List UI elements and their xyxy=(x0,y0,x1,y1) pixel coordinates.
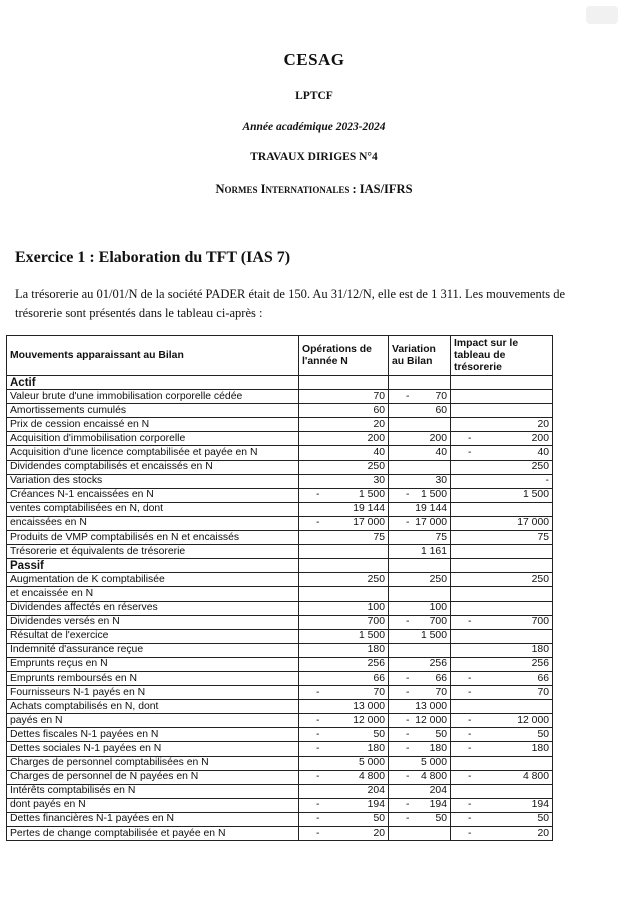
variation-cell xyxy=(389,756,451,770)
operations-cell xyxy=(299,587,389,601)
cell-value: 250 xyxy=(531,461,549,473)
negative-sign: - xyxy=(468,672,472,684)
cell-value: 1 161 xyxy=(420,545,447,557)
impact-cell xyxy=(451,601,553,615)
cell-value: 200 xyxy=(531,432,549,444)
cell-value: 50 xyxy=(537,728,549,740)
variation-cell xyxy=(389,460,451,474)
col-header-variation: Variation au Bilan xyxy=(389,336,451,376)
impact-cell xyxy=(451,432,553,446)
cell-value: 1 500 xyxy=(420,489,447,501)
cell-value: 250 xyxy=(367,573,385,585)
operations-cell xyxy=(299,643,389,657)
operations-cell xyxy=(299,404,389,418)
variation-cell xyxy=(389,671,451,685)
cell-value: 13 000 xyxy=(415,700,447,712)
subject-title: Normes Internationales : IAS/IFRS xyxy=(215,182,413,196)
cell-value: 1 500 xyxy=(358,630,385,642)
variation-cell xyxy=(389,587,451,601)
variation-cell xyxy=(389,629,451,643)
cell-value: 20 xyxy=(537,827,549,839)
negative-sign: - xyxy=(468,728,472,740)
impact-cell xyxy=(451,671,553,685)
variation-cell xyxy=(389,728,451,742)
variation-cell xyxy=(389,545,451,559)
cell-value: 60 xyxy=(435,404,447,416)
row-label: Fournisseurs N-1 payés en N xyxy=(7,686,299,700)
table-row xyxy=(7,516,553,530)
row-label: Acquisition d'une licence comptabilisée et payée en N xyxy=(7,446,299,460)
row-label: Variation des stocks xyxy=(7,474,299,488)
operations-cell xyxy=(299,700,389,714)
negative-sign: - xyxy=(316,714,320,726)
cell-value: 50 xyxy=(435,813,447,825)
table-row xyxy=(7,460,553,474)
table-row xyxy=(7,502,553,516)
academic-year: Année académique 2023-2024 xyxy=(242,121,386,133)
cell-value: 200 xyxy=(429,432,447,444)
table-row xyxy=(7,404,553,418)
impact-cell xyxy=(451,657,553,671)
impact-cell xyxy=(451,502,553,516)
negative-sign: - xyxy=(406,813,410,825)
table-row xyxy=(7,432,553,446)
row-label: dont payés en N xyxy=(7,798,299,812)
program-name: LPTCF xyxy=(295,90,333,102)
cell-value: 17 000 xyxy=(415,517,447,529)
negative-sign: - xyxy=(316,799,320,811)
table-row xyxy=(7,756,553,770)
cell-value: 50 xyxy=(435,728,447,740)
cell-value: 66 xyxy=(537,672,549,684)
operations-cell xyxy=(299,714,389,728)
col-header-impact: Impact sur le tableau de trésorerie xyxy=(451,336,553,376)
cell-value: 12 000 xyxy=(517,714,549,726)
operations-cell xyxy=(299,742,389,756)
table-row xyxy=(7,671,553,685)
variation-cell xyxy=(389,686,451,700)
impact-cell xyxy=(451,418,553,432)
variation-cell xyxy=(389,531,451,545)
cell-value: 180 xyxy=(367,644,385,656)
table-row xyxy=(7,531,553,545)
row-label: Dettes financières N-1 payées en N xyxy=(7,812,299,826)
cell-value: 40 xyxy=(373,447,385,459)
cash-flow-table xyxy=(6,335,553,841)
operations-cell xyxy=(299,488,389,502)
school-name: CESAG xyxy=(283,50,345,69)
cell-value: 204 xyxy=(367,785,385,797)
operations-cell xyxy=(299,432,389,446)
negative-sign: - xyxy=(406,672,410,684)
operations-cell xyxy=(299,474,389,488)
operations-cell xyxy=(299,516,389,530)
table-row xyxy=(7,446,553,460)
variation-cell xyxy=(389,812,451,826)
cell-value: 1 500 xyxy=(420,630,447,642)
impact-cell xyxy=(451,474,553,488)
operations-cell xyxy=(299,728,389,742)
section-row xyxy=(7,559,553,573)
section-label: Actif xyxy=(7,376,299,390)
negative-sign: - xyxy=(316,742,320,754)
negative-sign: - xyxy=(316,686,320,698)
table-row xyxy=(7,545,553,559)
row-label: encaissées en N xyxy=(7,516,299,530)
negative-sign: - xyxy=(406,616,410,628)
variation-cell xyxy=(389,827,451,841)
cell-value: 60 xyxy=(373,404,385,416)
cell-value: 17 000 xyxy=(517,517,549,529)
negative-sign: - xyxy=(406,517,410,529)
impact-cell xyxy=(451,827,553,841)
cell-value: 75 xyxy=(373,531,385,543)
operations-cell xyxy=(299,827,389,841)
negative-sign: - xyxy=(468,714,472,726)
row-label: Dividendes versés en N xyxy=(7,615,299,629)
table-row xyxy=(7,812,553,826)
exercise-title: Exercice 1 : Elaboration du TFT (IAS 7) xyxy=(15,249,291,266)
variation-cell xyxy=(389,573,451,587)
row-label: Acquisition d'immobilisation corporelle xyxy=(7,432,299,446)
impact-cell xyxy=(451,629,553,643)
corner-watermark xyxy=(586,6,618,24)
impact-cell xyxy=(451,812,553,826)
impact-cell xyxy=(451,545,553,559)
row-label: Pertes de change comptabilisée et payée en N xyxy=(7,827,299,841)
empty-cell xyxy=(451,559,553,573)
table-row xyxy=(7,615,553,629)
cell-value: 180 xyxy=(531,644,549,656)
cell-value: 30 xyxy=(373,475,385,487)
operations-cell xyxy=(299,615,389,629)
variation-cell xyxy=(389,516,451,530)
variation-cell xyxy=(389,432,451,446)
cell-value: 40 xyxy=(435,447,447,459)
negative-sign: - xyxy=(406,686,410,698)
cell-value: 12 000 xyxy=(353,714,385,726)
row-label: Produits de VMP comptabilisés en N et encaissés xyxy=(7,531,299,545)
table-row xyxy=(7,714,553,728)
variation-cell xyxy=(389,615,451,629)
variation-cell xyxy=(389,643,451,657)
cell-value: 700 xyxy=(429,616,447,628)
table-row xyxy=(7,770,553,784)
operations-cell xyxy=(299,629,389,643)
operations-cell xyxy=(299,784,389,798)
exercise-intro: La trésorerie au 01/01/N de la société PADER était de 150. Au 31/12/N, elle est de 1 311. Les mouvements de trésorerie sont présentés dans le tableau ci-après : xyxy=(15,287,565,320)
impact-cell xyxy=(451,756,553,770)
cell-value: 250 xyxy=(367,461,385,473)
cell-value: 20 xyxy=(373,418,385,430)
empty-cell xyxy=(299,376,389,390)
cell-value: 4 800 xyxy=(522,771,549,783)
table-row xyxy=(7,601,553,615)
variation-cell xyxy=(389,784,451,798)
negative-sign: - xyxy=(316,827,320,839)
cell-value: 50 xyxy=(537,813,549,825)
table-row xyxy=(7,728,553,742)
cell-value: 700 xyxy=(367,616,385,628)
table-body xyxy=(7,376,553,841)
cell-value: 75 xyxy=(537,531,549,543)
table-row xyxy=(7,827,553,841)
row-label: et encaissée en N xyxy=(7,587,299,601)
negative-sign: - xyxy=(316,728,320,740)
cell-value: 194 xyxy=(429,799,447,811)
col-header-operations: Opérations de l'année N xyxy=(299,336,389,376)
variation-cell xyxy=(389,714,451,728)
cell-value: 180 xyxy=(531,742,549,754)
negative-sign: - xyxy=(406,489,410,501)
row-label: Prix de cession encaissé en N xyxy=(7,418,299,432)
cell-value: 70 xyxy=(537,686,549,698)
operations-cell xyxy=(299,812,389,826)
impact-cell xyxy=(451,798,553,812)
cell-value: 50 xyxy=(373,728,385,740)
cell-value: 20 xyxy=(373,827,385,839)
row-label: Intérêts comptabilisés en N xyxy=(7,784,299,798)
cell-value: 204 xyxy=(429,785,447,797)
negative-sign: - xyxy=(316,771,320,783)
operations-cell xyxy=(299,446,389,460)
negative-sign: - xyxy=(468,799,472,811)
impact-cell xyxy=(451,460,553,474)
operations-cell xyxy=(299,657,389,671)
cell-value: 50 xyxy=(373,813,385,825)
negative-sign: - xyxy=(406,742,410,754)
table-row xyxy=(7,700,553,714)
operations-cell xyxy=(299,756,389,770)
row-label: Trésorerie et équivalents de trésorerie xyxy=(7,545,299,559)
negative-sign: - xyxy=(468,827,472,839)
cell-value: 66 xyxy=(435,672,447,684)
impact-cell xyxy=(451,531,553,545)
empty-cell xyxy=(389,376,451,390)
cell-value: 700 xyxy=(531,616,549,628)
impact-cell xyxy=(451,714,553,728)
table-row xyxy=(7,742,553,756)
section-label: Passif xyxy=(7,559,299,573)
row-label: Emprunts reçus en N xyxy=(7,657,299,671)
row-label: Dettes fiscales N-1 payées en N xyxy=(7,728,299,742)
negative-sign: - xyxy=(468,686,472,698)
row-label: Dividendes comptabilisés et encaissés en N xyxy=(7,460,299,474)
td-title: TRAVAUX DIRIGES N°4 xyxy=(250,151,378,163)
table-header-row xyxy=(7,336,553,376)
variation-cell xyxy=(389,700,451,714)
table-row xyxy=(7,390,553,404)
cell-value: 250 xyxy=(429,573,447,585)
table-row xyxy=(7,629,553,643)
table-row xyxy=(7,418,553,432)
negative-sign: - xyxy=(406,728,410,740)
cell-value: 13 000 xyxy=(353,700,385,712)
cell-value: 1 500 xyxy=(522,489,549,501)
operations-cell xyxy=(299,545,389,559)
cell-value: 75 xyxy=(435,531,447,543)
negative-sign: - xyxy=(468,616,472,628)
cell-value: 19 144 xyxy=(415,503,447,515)
table-row xyxy=(7,784,553,798)
impact-cell xyxy=(451,587,553,601)
variation-cell xyxy=(389,446,451,460)
variation-cell xyxy=(389,404,451,418)
negative-sign: - xyxy=(468,742,472,754)
table-row xyxy=(7,573,553,587)
operations-cell xyxy=(299,686,389,700)
negative-sign: - xyxy=(316,813,320,825)
row-label: Charges de personnel de N payées en N xyxy=(7,770,299,784)
col-header-movements: Mouvements apparaissant au Bilan xyxy=(7,336,299,376)
operations-cell xyxy=(299,573,389,587)
row-label: Résultat de l'exercice xyxy=(7,629,299,643)
impact-cell xyxy=(451,784,553,798)
impact-cell xyxy=(451,615,553,629)
table-row xyxy=(7,643,553,657)
cell-value: 100 xyxy=(429,602,447,614)
row-label: ventes comptabilisées en N, dont xyxy=(7,502,299,516)
table-row xyxy=(7,657,553,671)
cell-value: 30 xyxy=(435,475,447,487)
impact-cell xyxy=(451,742,553,756)
cell-value: - xyxy=(545,475,549,487)
operations-cell xyxy=(299,671,389,685)
operations-cell xyxy=(299,390,389,404)
impact-cell xyxy=(451,686,553,700)
row-label: Créances N-1 encaissées en N xyxy=(7,488,299,502)
impact-cell xyxy=(451,573,553,587)
row-label: Indemnité d'assurance reçue xyxy=(7,643,299,657)
section-row xyxy=(7,376,553,390)
negative-sign: - xyxy=(468,813,472,825)
cell-value: 12 000 xyxy=(415,714,447,726)
negative-sign: - xyxy=(406,771,410,783)
variation-cell xyxy=(389,742,451,756)
table-row xyxy=(7,798,553,812)
impact-cell xyxy=(451,728,553,742)
variation-cell xyxy=(389,601,451,615)
cell-value: 19 144 xyxy=(353,503,385,515)
operations-cell xyxy=(299,770,389,784)
cell-value: 256 xyxy=(531,658,549,670)
cell-value: 66 xyxy=(373,672,385,684)
impact-cell xyxy=(451,446,553,460)
cell-value: 180 xyxy=(367,742,385,754)
negative-sign: - xyxy=(406,799,410,811)
operations-cell xyxy=(299,601,389,615)
negative-sign: - xyxy=(316,517,320,529)
cell-value: 180 xyxy=(429,742,447,754)
cell-value: 4 800 xyxy=(420,771,447,783)
cell-value: 256 xyxy=(367,658,385,670)
row-label: Emprunts remboursés en N xyxy=(7,671,299,685)
table-row xyxy=(7,474,553,488)
row-label: payés en N xyxy=(7,714,299,728)
variation-cell xyxy=(389,418,451,432)
cell-value: 70 xyxy=(435,686,447,698)
variation-cell xyxy=(389,488,451,502)
empty-cell xyxy=(299,559,389,573)
variation-cell xyxy=(389,502,451,516)
negative-sign: - xyxy=(406,714,410,726)
impact-cell xyxy=(451,643,553,657)
impact-cell xyxy=(451,700,553,714)
row-label: Charges de personnel comptabilisées en N xyxy=(7,756,299,770)
variation-cell xyxy=(389,798,451,812)
negative-sign: - xyxy=(468,771,472,783)
row-label: Achats comptabilisés en N, dont xyxy=(7,700,299,714)
operations-cell xyxy=(299,531,389,545)
table-row xyxy=(7,488,553,502)
cell-value: 70 xyxy=(435,390,447,402)
cell-value: 20 xyxy=(537,418,549,430)
variation-cell xyxy=(389,474,451,488)
operations-cell xyxy=(299,798,389,812)
cell-value: 4 800 xyxy=(358,771,385,783)
cell-value: 70 xyxy=(373,686,385,698)
cell-value: 5 000 xyxy=(420,757,447,769)
impact-cell xyxy=(451,390,553,404)
cell-value: 100 xyxy=(367,602,385,614)
row-label: Augmentation de K comptabilisée xyxy=(7,573,299,587)
cell-value: 200 xyxy=(367,432,385,444)
row-label: Valeur brute d'une immobilisation corporelle cédée xyxy=(7,390,299,404)
cell-value: 194 xyxy=(531,799,549,811)
operations-cell xyxy=(299,502,389,516)
cell-value: 256 xyxy=(429,658,447,670)
impact-cell xyxy=(451,516,553,530)
impact-cell xyxy=(451,770,553,784)
row-label: Dividendes affectés en réserves xyxy=(7,601,299,615)
impact-cell xyxy=(451,488,553,502)
negative-sign: - xyxy=(468,447,472,459)
row-label: Amortissements cumulés xyxy=(7,404,299,418)
cell-value: 1 500 xyxy=(358,489,385,501)
table-row xyxy=(7,686,553,700)
variation-cell xyxy=(389,657,451,671)
cell-value: 17 000 xyxy=(353,517,385,529)
empty-cell xyxy=(389,559,451,573)
impact-cell xyxy=(451,404,553,418)
negative-sign: - xyxy=(316,489,320,501)
negative-sign: - xyxy=(406,390,410,402)
variation-cell xyxy=(389,390,451,404)
variation-cell xyxy=(389,770,451,784)
cell-value: 70 xyxy=(373,390,385,402)
cell-value: 40 xyxy=(537,447,549,459)
empty-cell xyxy=(451,376,553,390)
negative-sign: - xyxy=(468,432,472,444)
cell-value: 250 xyxy=(531,573,549,585)
operations-cell xyxy=(299,460,389,474)
operations-cell xyxy=(299,418,389,432)
cell-value: 5 000 xyxy=(358,757,385,769)
table-row xyxy=(7,587,553,601)
cell-value: 194 xyxy=(367,799,385,811)
row-label: Dettes sociales N-1 payées en N xyxy=(7,742,299,756)
